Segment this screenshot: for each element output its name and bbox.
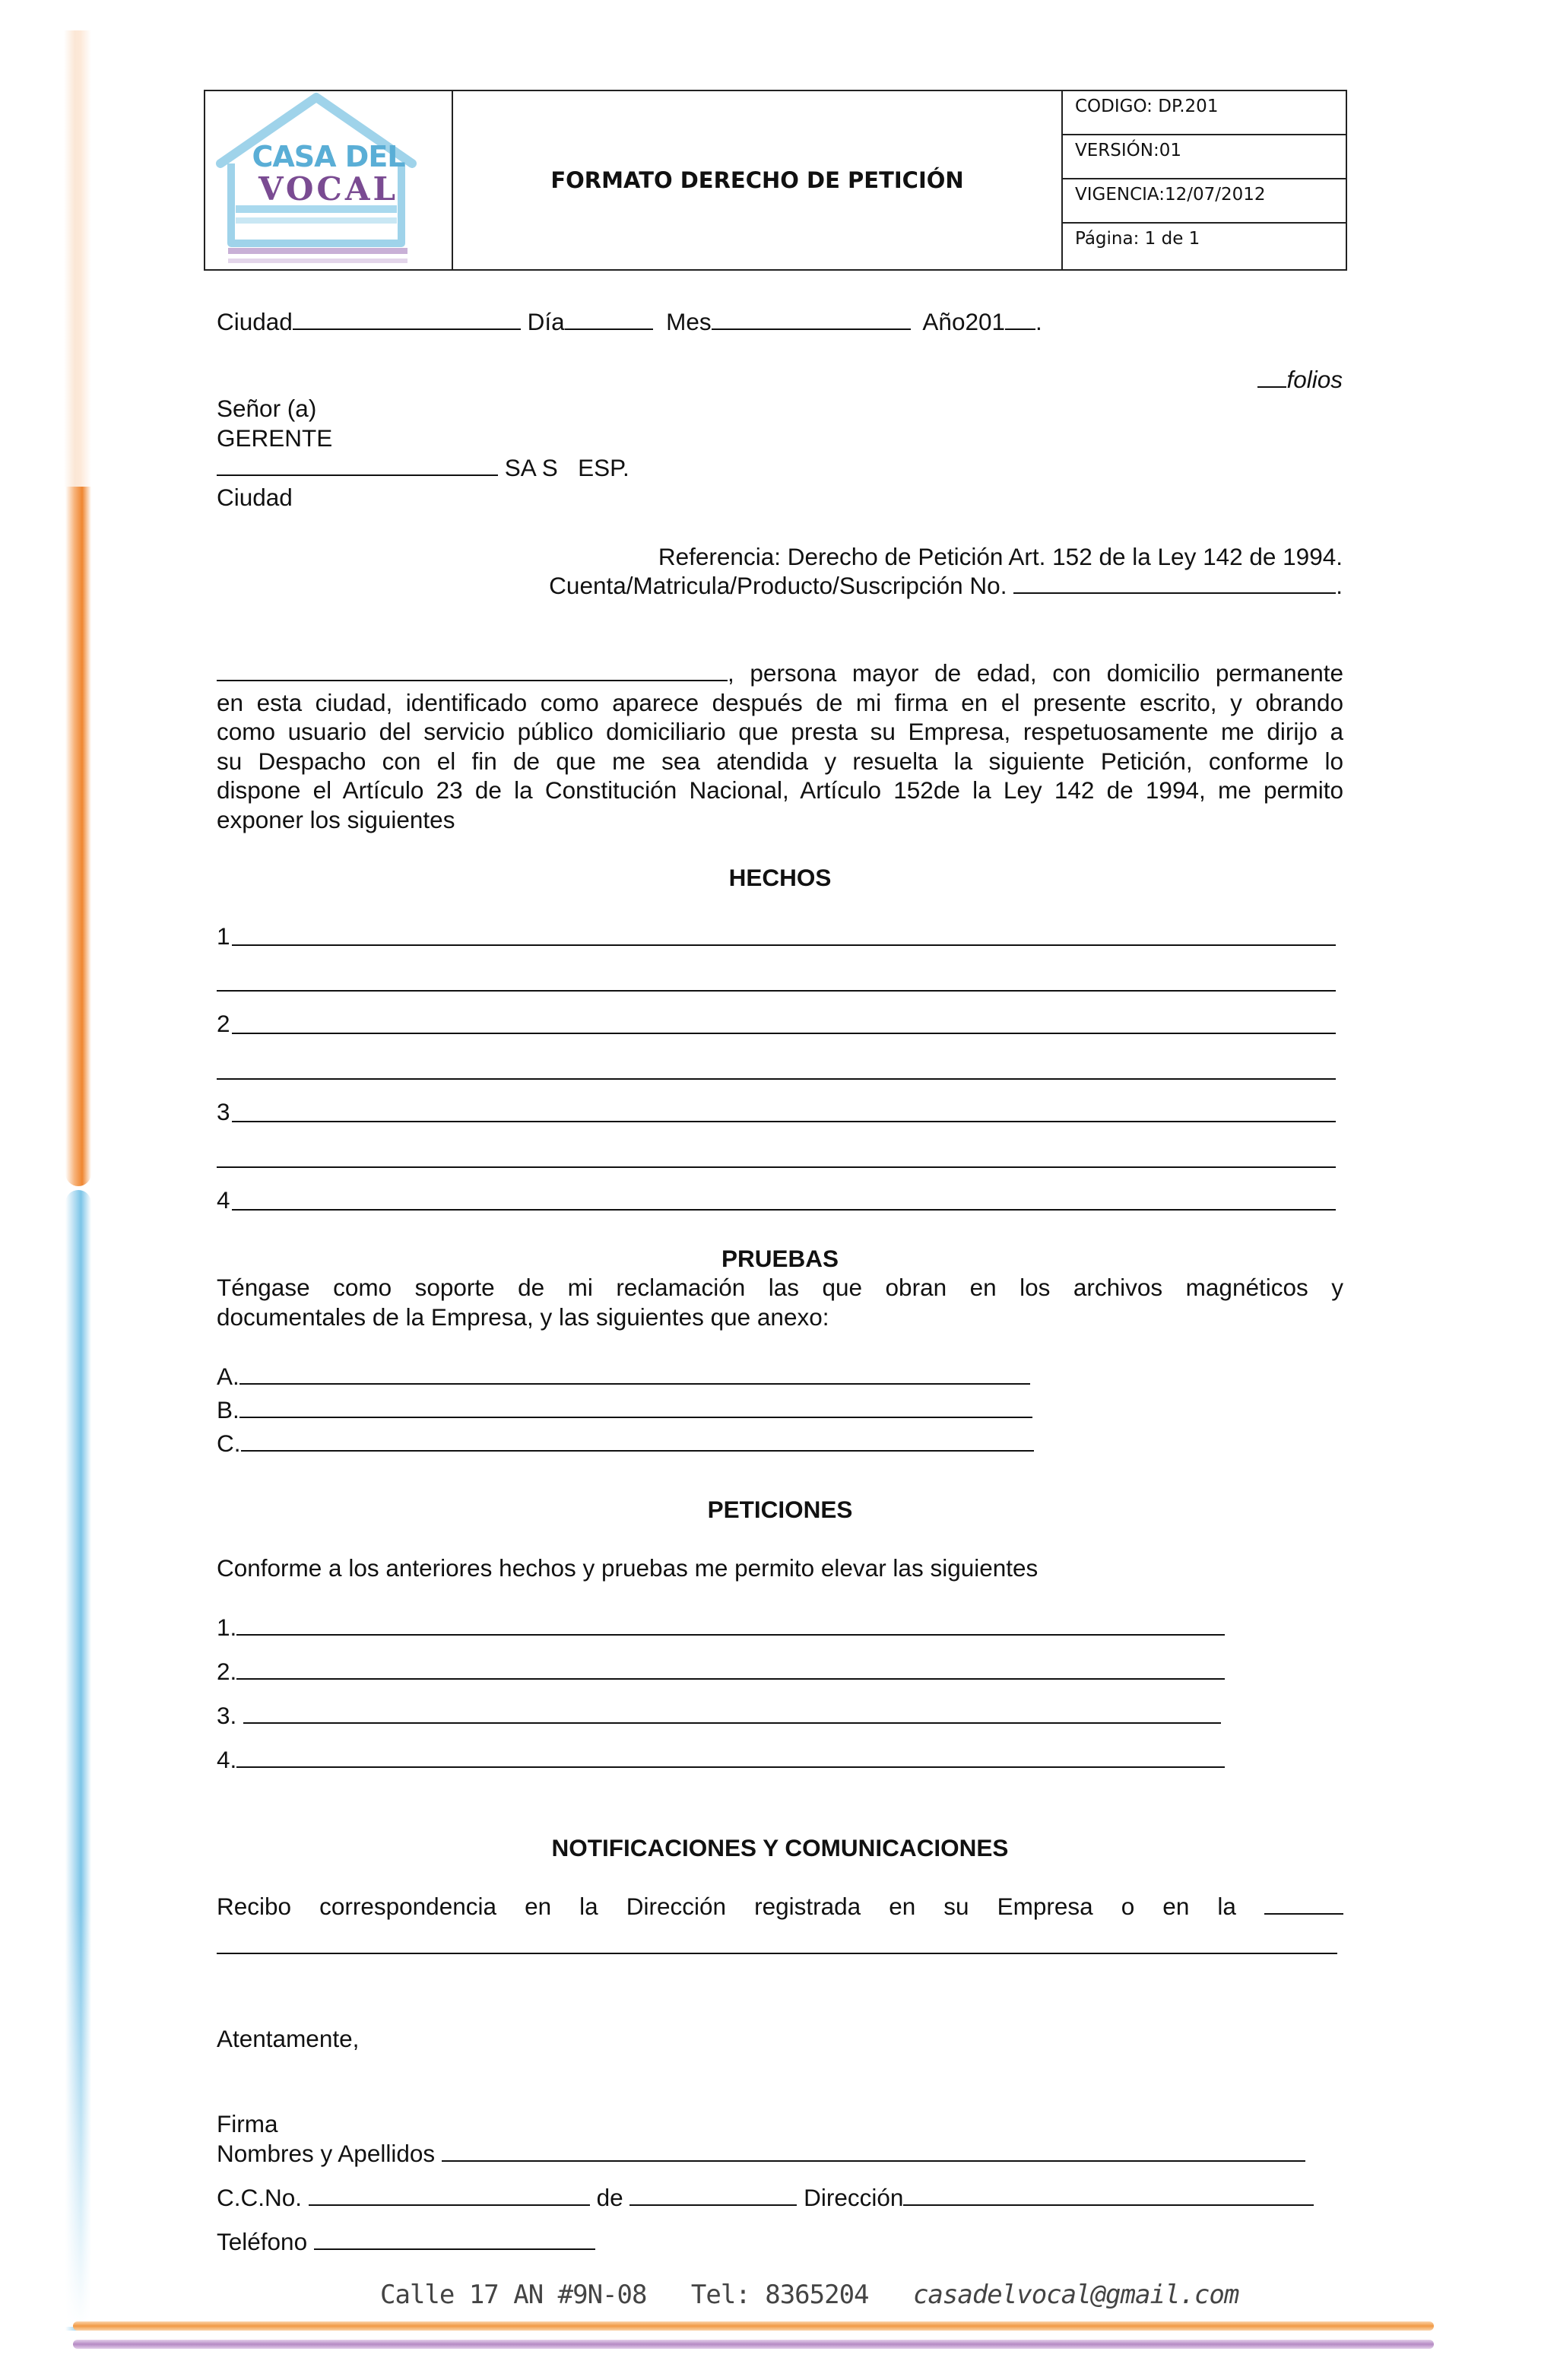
notificaciones-line-1 xyxy=(217,1892,1343,1921)
intro-line-6: exponer los siguientes xyxy=(217,805,455,833)
prueba-a xyxy=(217,1362,1030,1391)
peticion-3-label: 3. xyxy=(217,1702,237,1729)
mes-label: Mes xyxy=(666,308,712,335)
hecho-2b-line[interactable] xyxy=(217,1078,1336,1080)
nombres-blank[interactable] xyxy=(442,2140,1305,2162)
peticion-3 xyxy=(217,1701,1221,1730)
prueba-c-label: C. xyxy=(217,1430,241,1457)
side-stripe-fade xyxy=(65,1901,91,2327)
ciudad-blank[interactable] xyxy=(293,309,521,330)
hecho-2-label: 2 xyxy=(217,1010,230,1037)
side-stripe-orange xyxy=(65,487,91,1186)
hechos-title: HECHOS xyxy=(728,864,832,891)
account-end: . xyxy=(1336,572,1343,599)
firma-label: Firma xyxy=(217,2110,278,2137)
prueba-c xyxy=(217,1429,1034,1458)
telefono-line xyxy=(217,2227,595,2256)
hecho-4-line[interactable] xyxy=(232,1209,1336,1211)
intro-paragraph xyxy=(217,658,1343,834)
codigo-row: CODIGO: DP.201 xyxy=(1063,91,1346,135)
meta-cell xyxy=(1063,91,1346,269)
footer-bar-purple xyxy=(73,2340,1434,2349)
de-blank[interactable] xyxy=(629,2185,797,2206)
reference-line2 xyxy=(549,571,1343,600)
folios-blank[interactable] xyxy=(1257,367,1286,388)
direccion-label: Dirección xyxy=(804,2184,904,2211)
peticiones-title: PETICIONES xyxy=(707,1496,853,1523)
intro-line-1 xyxy=(217,658,1343,688)
peticion-1 xyxy=(217,1613,1225,1642)
peticion-4-blank[interactable] xyxy=(236,1747,1225,1768)
telefono-blank[interactable] xyxy=(314,2229,595,2250)
hecho-3-line[interactable] xyxy=(232,1121,1336,1122)
peticiones-intro: Conforme a los anteriores hechos y pruebas me permito elevar las siguientes xyxy=(217,1554,1039,1582)
peticion-4 xyxy=(217,1745,1225,1774)
gerente-label: GERENTE xyxy=(217,424,333,452)
intro-line-3: como usuario del servicio público domiciliario que presta su Empresa, respetuosamente me dirijo a xyxy=(217,718,1343,745)
notificaciones-line-1-text: Recibo correspondencia en la Dirección registrada en su Empresa o en la xyxy=(217,1893,1236,1920)
senor-label: Señor (a) xyxy=(217,395,317,422)
peticion-2-blank[interactable] xyxy=(236,1658,1225,1680)
hecho-1b-line[interactable] xyxy=(217,990,1336,992)
logo-text-casa-del: CASA DEL xyxy=(252,140,405,173)
intro-line-2: en esta ciudad, identificado como aparece después de mi firma en el presente escrito, y obrando xyxy=(217,688,1343,716)
pruebas-line-1: Téngase como soporte de mi reclamación las que obran en los archivos magnéticos y xyxy=(217,1274,1343,1301)
sas-label: SA S ESP. xyxy=(504,454,629,481)
peticion-4-label: 4. xyxy=(217,1746,237,1773)
mes-blank[interactable] xyxy=(712,309,911,330)
footer-email: casadelvocal@gmail.com xyxy=(912,2280,1239,2310)
folios-label: folios xyxy=(1286,366,1343,393)
intro-line-1-text: , persona mayor de edad, con domicilio permanente xyxy=(728,659,1343,687)
peticion-2 xyxy=(217,1657,1225,1686)
company-blank[interactable] xyxy=(217,455,498,476)
logo-text-vocal: VOCAL xyxy=(258,170,398,208)
footer-tel: Tel: 8365204 xyxy=(690,2280,869,2310)
nombres-label: Nombres y Apellidos xyxy=(217,2140,436,2167)
prueba-c-blank[interactable] xyxy=(241,1430,1034,1452)
side-stripe-orange-light xyxy=(64,30,91,487)
intro-line-5: dispone el Artículo 23 de la Constitución Nacional, Artículo 152de la Ley 142 de 1994, me permito xyxy=(217,776,1343,804)
nombres-line xyxy=(217,2139,1305,2168)
hecho-3-label: 3 xyxy=(217,1098,230,1125)
date-line xyxy=(217,307,1042,336)
direccion-blank[interactable] xyxy=(903,2185,1314,2206)
atentamente-label: Atentamente, xyxy=(217,2025,360,2052)
version-row: VERSIÓN:01 xyxy=(1063,135,1346,179)
anio-end: . xyxy=(1035,308,1042,335)
ccno-blank[interactable] xyxy=(309,2185,590,2206)
peticion-3-blank[interactable] xyxy=(243,1702,1221,1724)
folios-line xyxy=(1257,365,1343,394)
cc-line xyxy=(217,2183,1314,2212)
pruebas-title: PRUEBAS xyxy=(721,1245,839,1272)
direccion-alt-line[interactable] xyxy=(217,1953,1337,1954)
peticion-1-label: 1. xyxy=(217,1614,237,1641)
dia-label: Día xyxy=(527,308,565,335)
company-line xyxy=(217,453,629,482)
ccno-label: C.C.No. xyxy=(217,2184,303,2211)
account-label: Cuenta/Matricula/Producto/Suscripción No. xyxy=(549,572,1007,599)
reference-line1: Referencia: Derecho de Petición Art. 152 de la Ley 142 de 1994. xyxy=(658,543,1343,570)
footer-contact xyxy=(380,2280,1238,2310)
hecho-3b-line[interactable] xyxy=(217,1166,1336,1168)
prueba-b-label: B. xyxy=(217,1396,239,1423)
prueba-a-blank[interactable] xyxy=(239,1363,1030,1385)
footer-bar-orange xyxy=(73,2321,1434,2331)
title-cell xyxy=(453,91,1063,269)
anio-label: Año201 xyxy=(922,308,1006,335)
pruebas-paragraph xyxy=(217,1273,1343,1331)
prueba-b-blank[interactable] xyxy=(239,1397,1032,1418)
de-label: de xyxy=(596,2184,623,2211)
addressee-ciudad: Ciudad xyxy=(217,484,293,511)
logo-cell xyxy=(205,91,453,269)
notificaciones-paragraph xyxy=(217,1892,1343,1921)
document-header xyxy=(204,90,1347,271)
prueba-b xyxy=(217,1395,1032,1424)
footer-address: Calle 17 AN #9N-08 xyxy=(380,2280,647,2310)
pagina-row: Página: 1 de 1 xyxy=(1075,229,1200,249)
document-title: FORMATO DERECHO DE PETICIÓN xyxy=(550,167,964,193)
intro-line-4: su Despacho con el fin de que me sea atendida y resuelta la siguiente Petición, conforme lo xyxy=(217,747,1343,775)
peticion-1-blank[interactable] xyxy=(236,1614,1225,1636)
pruebas-line-2: documentales de la Empresa, y las siguientes que anexo: xyxy=(217,1303,829,1331)
account-blank[interactable] xyxy=(1013,573,1336,594)
name-blank[interactable] xyxy=(217,660,728,681)
prueba-a-label: A. xyxy=(217,1363,239,1390)
peticion-2-label: 2. xyxy=(217,1658,237,1685)
dia-blank[interactable] xyxy=(565,309,653,330)
hecho-1-label: 1 xyxy=(217,922,230,950)
hecho-1-line[interactable] xyxy=(232,944,1336,946)
hecho-2-line[interactable] xyxy=(232,1033,1336,1034)
telefono-label: Teléfono xyxy=(217,2228,308,2255)
notificaciones-title: NOTIFICACIONES Y COMUNICACIONES xyxy=(551,1834,1009,1861)
direccion-alt-blank[interactable] xyxy=(1264,1893,1343,1915)
anio-blank[interactable] xyxy=(1005,309,1035,330)
hecho-4-label: 4 xyxy=(217,1186,230,1214)
vigencia-row: VIGENCIA:12/07/2012 xyxy=(1063,179,1346,224)
ciudad-label: Ciudad xyxy=(217,308,293,335)
